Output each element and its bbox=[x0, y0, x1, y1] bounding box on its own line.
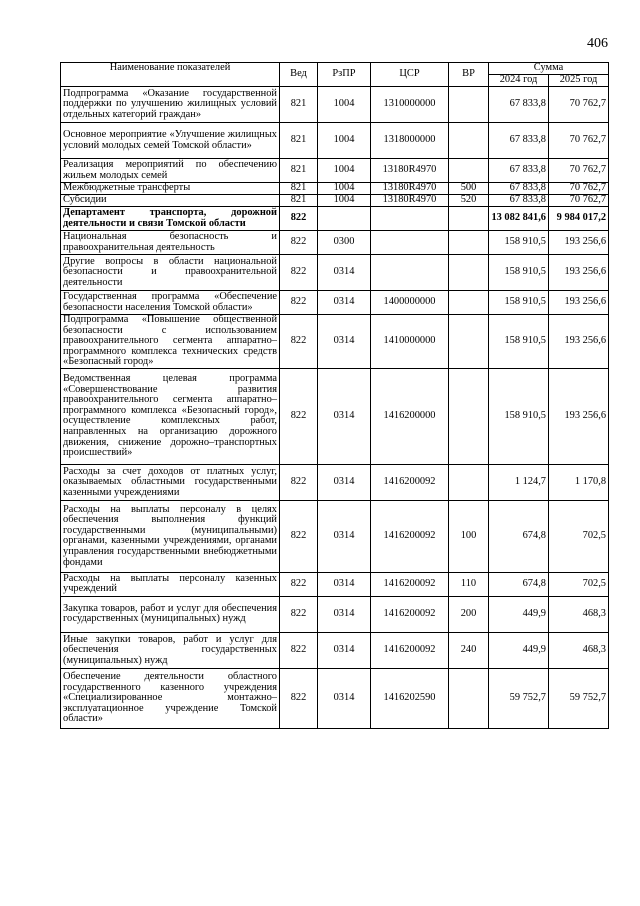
cell-name: Расходы за счет доходов от платных услуг, оказываемых областными государственными казенными учреждениями bbox=[61, 464, 280, 500]
table-row bbox=[61, 231, 609, 255]
cell-csr: 13180R4970 bbox=[371, 159, 449, 183]
cell-sum-2025: 59 752,7 bbox=[549, 668, 609, 728]
cell-sum-2025: 193 256,6 bbox=[549, 255, 609, 291]
cell-ved: 821 bbox=[280, 195, 318, 207]
cell-csr: 1310000000 bbox=[371, 87, 449, 123]
table-row bbox=[61, 255, 609, 291]
cell-csr: 13180R4970 bbox=[371, 195, 449, 207]
cell-name: Обеспечение деятельности областного государственного казенного учреждения «Специализированное монтажно–эксплуатационное учреждение Томской области» bbox=[61, 668, 280, 728]
cell-ved: 822 bbox=[280, 500, 318, 572]
cell-name: Подпрограмма «Повышение общественной безопасности с использованием правоохранительного сегмента аппаратно–программного комплекса технических средств «Безопасный город» bbox=[61, 315, 280, 369]
cell-vr bbox=[449, 231, 489, 255]
cell-sum-2024: 67 833,8 bbox=[489, 87, 549, 123]
cell-ved: 821 bbox=[280, 159, 318, 183]
cell-csr: 1416200092 bbox=[371, 632, 449, 668]
cell-sum-2025: 9 984 017,2 bbox=[549, 207, 609, 231]
cell-sum-2025: 70 762,7 bbox=[549, 159, 609, 183]
cell-rzpr: 0314 bbox=[318, 291, 371, 315]
cell-rzpr bbox=[318, 207, 371, 231]
cell-sum-2025: 193 256,6 bbox=[549, 368, 609, 464]
page-number: 406 bbox=[587, 36, 608, 51]
cell-csr: 13180R4970 bbox=[371, 183, 449, 195]
cell-ved: 822 bbox=[280, 207, 318, 231]
cell-csr: 1416200000 bbox=[371, 368, 449, 464]
table-row bbox=[61, 183, 609, 195]
cell-rzpr: 0314 bbox=[318, 572, 371, 596]
cell-rzpr: 0314 bbox=[318, 315, 371, 369]
table-row bbox=[61, 500, 609, 572]
cell-vr: 110 bbox=[449, 572, 489, 596]
cell-name: Межбюджетные трансферты bbox=[61, 183, 280, 195]
table-row bbox=[61, 668, 609, 728]
cell-rzpr: 0314 bbox=[318, 464, 371, 500]
cell-sum-2025: 70 762,7 bbox=[549, 123, 609, 159]
table-row bbox=[61, 632, 609, 668]
cell-vr: 520 bbox=[449, 195, 489, 207]
cell-csr: 1416202590 bbox=[371, 668, 449, 728]
cell-csr bbox=[371, 207, 449, 231]
header-ved: Вед bbox=[280, 63, 318, 87]
cell-name: Субсидии bbox=[61, 195, 280, 207]
table-row bbox=[61, 87, 609, 123]
cell-sum-2024: 158 910,5 bbox=[489, 291, 549, 315]
cell-vr bbox=[449, 464, 489, 500]
cell-ved: 821 bbox=[280, 183, 318, 195]
cell-rzpr: 0314 bbox=[318, 500, 371, 572]
cell-ved: 822 bbox=[280, 464, 318, 500]
header-rzpr: РзПР bbox=[318, 63, 371, 87]
cell-vr bbox=[449, 668, 489, 728]
cell-ved: 822 bbox=[280, 572, 318, 596]
cell-csr: 1416200092 bbox=[371, 500, 449, 572]
cell-sum-2025: 702,5 bbox=[549, 500, 609, 572]
cell-csr: 1400000000 bbox=[371, 291, 449, 315]
cell-rzpr: 0300 bbox=[318, 231, 371, 255]
table-row bbox=[61, 464, 609, 500]
cell-sum-2024: 59 752,7 bbox=[489, 668, 549, 728]
cell-sum-2024: 674,8 bbox=[489, 500, 549, 572]
cell-ved: 822 bbox=[280, 596, 318, 632]
cell-sum-2024: 67 833,8 bbox=[489, 195, 549, 207]
cell-rzpr: 0314 bbox=[318, 596, 371, 632]
cell-ved: 822 bbox=[280, 368, 318, 464]
cell-vr: 200 bbox=[449, 596, 489, 632]
cell-name: Расходы на выплаты персоналу в целях обеспечения выполнения функций государственными (муниципальными) органами, казенными учреждениями, органами управления государственными внебюджетными фондами bbox=[61, 500, 280, 572]
header-name: Наименование показателей bbox=[61, 63, 280, 87]
cell-name: Государственная программа «Обеспечение безопасности населения Томской области» bbox=[61, 291, 280, 315]
cell-name: Иные закупки товаров, работ и услуг для обеспечения государственных (муниципальных) нужд bbox=[61, 632, 280, 668]
table-row bbox=[61, 123, 609, 159]
cell-sum-2025: 70 762,7 bbox=[549, 195, 609, 207]
cell-name: Основное мероприятие «Улучшение жилищных условий молодых семей Томской области» bbox=[61, 123, 280, 159]
cell-sum-2024: 158 910,5 bbox=[489, 255, 549, 291]
cell-vr bbox=[449, 255, 489, 291]
cell-sum-2024: 449,9 bbox=[489, 596, 549, 632]
cell-rzpr: 0314 bbox=[318, 368, 371, 464]
cell-csr: 1416200092 bbox=[371, 464, 449, 500]
table-body bbox=[61, 87, 609, 729]
cell-csr bbox=[371, 255, 449, 291]
cell-ved: 822 bbox=[280, 668, 318, 728]
header-2024: 2024 год bbox=[489, 75, 549, 87]
cell-sum-2025: 193 256,6 bbox=[549, 291, 609, 315]
table-row bbox=[61, 207, 609, 231]
cell-name: Другие вопросы в области национальной безопасности и правоохранительной деятельности bbox=[61, 255, 280, 291]
cell-name: Национальная безопасность и правоохранительная деятельность bbox=[61, 231, 280, 255]
table-row bbox=[61, 572, 609, 596]
cell-vr bbox=[449, 159, 489, 183]
cell-rzpr: 1004 bbox=[318, 159, 371, 183]
cell-rzpr: 0314 bbox=[318, 632, 371, 668]
header-sum: Сумма bbox=[489, 63, 609, 75]
header-csr: ЦСР bbox=[371, 63, 449, 87]
cell-sum-2024: 67 833,8 bbox=[489, 159, 549, 183]
cell-rzpr: 1004 bbox=[318, 87, 371, 123]
cell-sum-2025: 1 170,8 bbox=[549, 464, 609, 500]
cell-sum-2024: 67 833,8 bbox=[489, 123, 549, 159]
cell-name: Закупка товаров, работ и услуг для обеспечения государственных (муниципальных) нужд bbox=[61, 596, 280, 632]
cell-csr bbox=[371, 231, 449, 255]
cell-csr: 1318000000 bbox=[371, 123, 449, 159]
cell-sum-2024: 158 910,5 bbox=[489, 368, 549, 464]
cell-vr bbox=[449, 368, 489, 464]
cell-sum-2024: 13 082 841,6 bbox=[489, 207, 549, 231]
cell-sum-2024: 674,8 bbox=[489, 572, 549, 596]
table-row bbox=[61, 195, 609, 207]
cell-name: Ведомственная целевая программа «Совершенствование развития правоохранительного сегмента аппаратно–программного комплекса «Безопасный город», осуществление комплексных работ, направленных на организацию дорожного движения, снижение дорожно–транспортных происшествий» bbox=[61, 368, 280, 464]
cell-rzpr: 0314 bbox=[318, 255, 371, 291]
cell-sum-2025: 70 762,7 bbox=[549, 87, 609, 123]
cell-csr: 1416200092 bbox=[371, 572, 449, 596]
cell-rzpr: 1004 bbox=[318, 123, 371, 159]
table-row bbox=[61, 315, 609, 369]
cell-ved: 822 bbox=[280, 231, 318, 255]
cell-rzpr: 1004 bbox=[318, 195, 371, 207]
cell-vr bbox=[449, 207, 489, 231]
table-row bbox=[61, 368, 609, 464]
cell-sum-2024: 158 910,5 bbox=[489, 315, 549, 369]
table-row bbox=[61, 159, 609, 183]
cell-sum-2025: 702,5 bbox=[549, 572, 609, 596]
cell-name: Департамент транспорта, дорожной деятельности и связи Томской области bbox=[61, 207, 280, 231]
table-row bbox=[61, 291, 609, 315]
cell-rzpr: 0314 bbox=[318, 668, 371, 728]
cell-name: Реализация мероприятий по обеспечению жильем молодых семей bbox=[61, 159, 280, 183]
cell-ved: 822 bbox=[280, 315, 318, 369]
cell-sum-2024: 67 833,8 bbox=[489, 183, 549, 195]
cell-vr bbox=[449, 87, 489, 123]
cell-rzpr: 1004 bbox=[318, 183, 371, 195]
cell-name: Подпрограмма «Оказание государственной поддержки по улучшению жилищных условий отдельных категорий граждан» bbox=[61, 87, 280, 123]
cell-vr bbox=[449, 123, 489, 159]
cell-vr: 500 bbox=[449, 183, 489, 195]
cell-sum-2025: 468,3 bbox=[549, 632, 609, 668]
cell-ved: 822 bbox=[280, 632, 318, 668]
cell-ved: 822 bbox=[280, 255, 318, 291]
cell-sum-2025: 193 256,6 bbox=[549, 315, 609, 369]
cell-sum-2024: 449,9 bbox=[489, 632, 549, 668]
cell-ved: 821 bbox=[280, 123, 318, 159]
cell-name: Расходы на выплаты персоналу казенных учреждений bbox=[61, 572, 280, 596]
cell-vr: 240 bbox=[449, 632, 489, 668]
cell-sum-2024: 158 910,5 bbox=[489, 231, 549, 255]
header-vr: ВР bbox=[449, 63, 489, 87]
budget-table bbox=[60, 62, 609, 729]
cell-csr: 1416200092 bbox=[371, 596, 449, 632]
cell-vr bbox=[449, 291, 489, 315]
table-row bbox=[61, 596, 609, 632]
header-2025: 2025 год bbox=[549, 75, 609, 87]
cell-ved: 822 bbox=[280, 291, 318, 315]
cell-vr: 100 bbox=[449, 500, 489, 572]
cell-ved: 821 bbox=[280, 87, 318, 123]
cell-sum-2025: 70 762,7 bbox=[549, 183, 609, 195]
cell-vr bbox=[449, 315, 489, 369]
cell-csr: 1410000000 bbox=[371, 315, 449, 369]
cell-sum-2025: 468,3 bbox=[549, 596, 609, 632]
cell-sum-2024: 1 124,7 bbox=[489, 464, 549, 500]
cell-sum-2025: 193 256,6 bbox=[549, 231, 609, 255]
